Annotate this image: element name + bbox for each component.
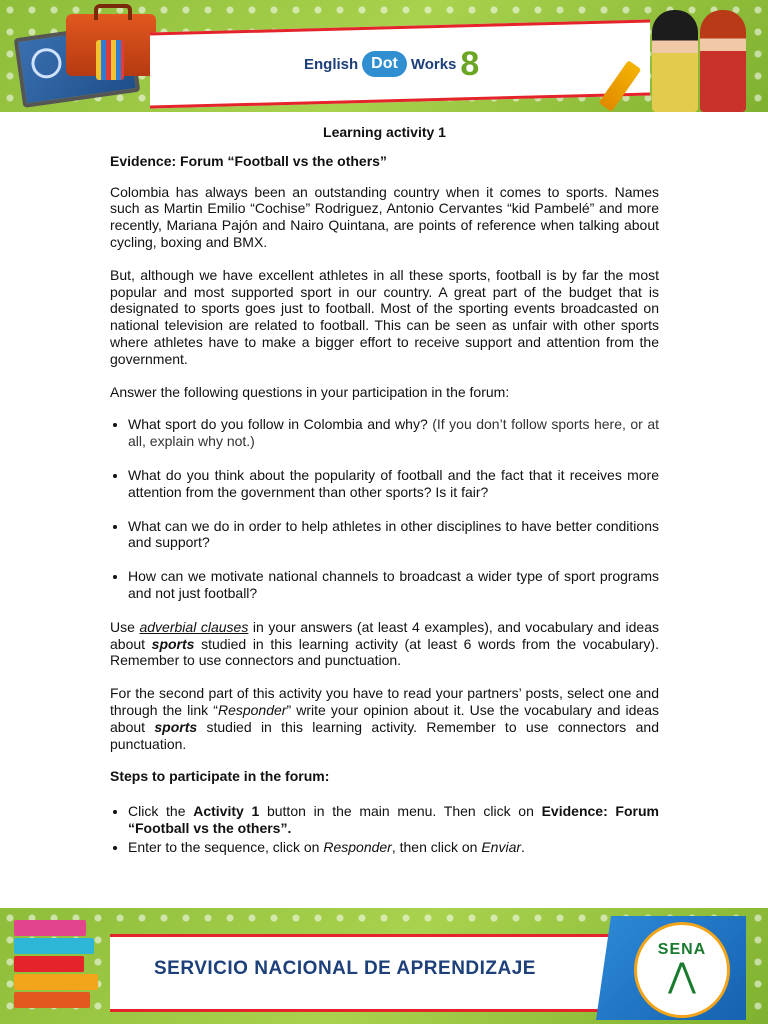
emphasis-sports: sports xyxy=(151,635,195,652)
text-run: Enter to the sequence, click on xyxy=(128,838,324,855)
books-stack-icon xyxy=(14,916,106,1020)
step-item xyxy=(128,803,659,837)
question-item xyxy=(128,467,659,501)
question-text: What sport do you follow in Colombia and why? xyxy=(128,416,433,433)
student-boy-illustration xyxy=(700,10,746,112)
sena-logo xyxy=(634,922,730,1018)
header-banner xyxy=(0,0,768,112)
emphasis-activity: Activity 1 xyxy=(193,803,260,820)
logo-dot-text: Dot xyxy=(362,51,407,77)
text-run: button in the main menu. Then click on xyxy=(259,803,542,820)
question-text: How can we motivate national channels to broadcast a wider type of sport programs and not just football? xyxy=(128,568,659,601)
evidence-subtitle: Evidence: Forum “Football vs the others” xyxy=(110,152,387,169)
institution-name: SERVICIO NACIONAL DE APRENDIZAJE xyxy=(154,958,536,979)
text-run: studied in this learning activity. Remember to use connectors and punctuation. xyxy=(110,718,659,752)
sena-mark-icon: ⋀ xyxy=(668,957,696,995)
text-run: , then click on xyxy=(391,838,482,855)
steps-heading: Steps to participate in the forum: xyxy=(110,768,330,785)
question-text: What do you think about the popularity of football and the fact that it receives more attention from the government than other sports? Is it fair? xyxy=(128,466,659,500)
sena-label: SENA xyxy=(657,941,707,958)
english-dot-works-logo xyxy=(304,46,479,82)
text-run: . xyxy=(521,838,525,855)
question-list xyxy=(110,416,659,601)
step-item xyxy=(128,839,659,856)
question-text: What can we do in order to help athletes in other disciplines to have better conditions and support? xyxy=(128,517,659,551)
football-paragraph: But, although we have excellent athletes in all these sports, football is by far the most popular and most supported sport in our country. A great part of the budget that is designated to sports goes just to football. Most of the sporting events broadcasted on national television are related to football. This can be seen as unfair with other sports where athletes have to make a bigger effort to receive support and attention from the government. xyxy=(110,266,659,367)
pencil-cup-illustration xyxy=(96,40,124,80)
emphasis-sports: sports xyxy=(154,718,198,735)
question-hint: (If you don’t follow sports here, or at all, explain why not.) xyxy=(128,416,659,450)
adverbial-clauses-link[interactable]: adverbial clauses xyxy=(139,618,249,635)
text-run: in your answers (at least 4 examples), and vocabulary and ideas about xyxy=(110,618,659,652)
text-run: For the second part of this activity you have to read your partners’ posts, select one and through the link “ xyxy=(110,685,659,718)
logo-works-text: Works xyxy=(410,55,457,73)
document-body xyxy=(110,124,659,858)
adverbial-clauses-paragraph xyxy=(110,619,659,669)
emphasis-responder: Responder xyxy=(217,701,287,718)
text-run: ” write your opinion about it. Use the vocabulary and ideas about xyxy=(110,701,659,735)
second-part-paragraph xyxy=(110,685,659,752)
logo-english-text: English xyxy=(304,55,359,73)
page-title: Learning activity 1 xyxy=(323,124,446,140)
instructions-paragraph: Answer the following questions in your participation in the forum: xyxy=(110,383,510,400)
emphasis-responder: Responder xyxy=(323,838,392,855)
question-item xyxy=(128,416,659,450)
question-item xyxy=(128,568,659,602)
question-item xyxy=(128,518,659,552)
text-run: studied in this learning activity (at least 6 words from the vocabulary). Remember to use connectors and punctuation. xyxy=(110,635,659,669)
emphasis-evidence: Evidence: Forum “Football vs the others”. xyxy=(128,803,659,836)
steps-list xyxy=(110,803,659,855)
footer-banner xyxy=(0,908,768,1024)
emphasis-enviar: Enviar xyxy=(481,838,522,855)
text-run: Use xyxy=(110,618,140,635)
text-run: Click the xyxy=(128,803,194,820)
intro-paragraph: Colombia has always been an outstanding country when it comes to sports. Names such as Martin Emilio “Cochise” Rodriguez, Antonio Cervantes “kid Pambelé” and more recently, Mariana Pajón and Nairo Quintana, are points of reference when talking about cycling, boxing and BMX. xyxy=(110,183,659,250)
logo-number: 8 xyxy=(460,45,480,83)
student-girl-illustration xyxy=(652,10,698,112)
